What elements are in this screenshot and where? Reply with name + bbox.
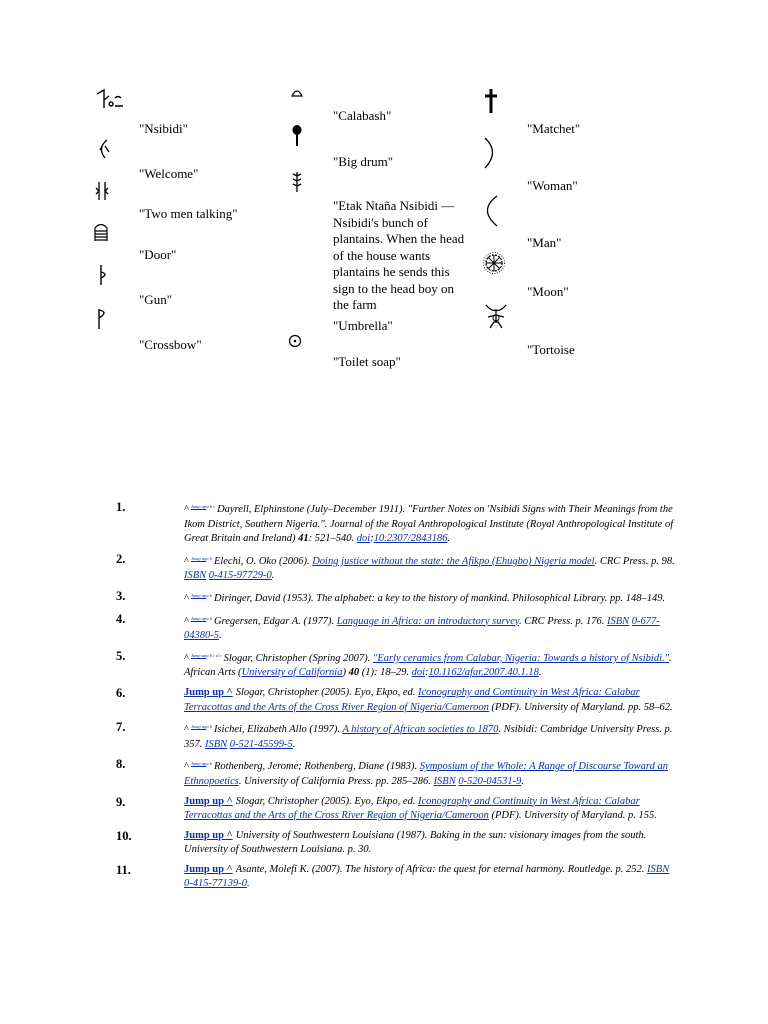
symbol-label-toilet-soap: "Toilet soap" <box>333 354 401 369</box>
calabash-glyph-icon <box>290 88 304 98</box>
backref-letters[interactable]: a b <box>206 555 212 561</box>
reference-number: 2. <box>116 551 126 566</box>
backref-letters[interactable]: a b <box>206 615 212 621</box>
isbn-label-link[interactable]: ISBN <box>647 863 670 875</box>
jump-up-link[interactable]: Jump up <box>190 761 207 767</box>
reference-text: ^ $^{Jump upa b c}$ Dayrell, Elphinstone (July–December 1911). "Further Notes on 'Nsibidi Signs with Their Meanings from the Ikom District, Southern Nigeria.". Journal of the Royal Anthropological Institute (Royal Anthropological Institute of Great Britain and Ireland) 41: 521–540. doi:10.2307/2843186. <box>184 504 674 545</box>
references-list <box>108 500 678 897</box>
jump-up-link[interactable]: Jump up <box>190 592 207 598</box>
gun-glyph-icon <box>98 264 110 286</box>
symbol-label-gun: "Gun" <box>139 292 173 307</box>
tortoise-glyph-icon <box>482 302 510 330</box>
symbol-label-welcome: "Welcome" <box>139 166 199 181</box>
book-link[interactable]: Iconography and Continuity in West Africa: Calabar Terracottas and the Arts of the Cross River Region of Nigeria/Cameroon <box>184 795 640 822</box>
jump-up-link[interactable]: Jump up ^ <box>184 829 233 841</box>
nsibidi-glyph-icon <box>95 88 125 110</box>
reference-text: ^ $^{Jump upa b}$ Gregersen, Edgar A. (1977). Language in Africa: an introductory survey. CRC Press. p. 176. ISBN 0-677-04380-5. <box>184 615 660 642</box>
jump-up-link[interactable]: Jump up ^ <box>184 795 233 807</box>
reference-text: ^ $^{Jump upa b}$ Rothenberg, Jerome; Rothenberg, Diane (1983). Symposium of the Whole: A Range of Discourse Toward an Ethnopoetics. University of California Press. pp. 285–286. ISBN 0-520-04531-9. <box>184 761 668 787</box>
reference-number: 3. <box>116 588 126 603</box>
isbn-label-link[interactable]: ISBN <box>205 738 228 750</box>
book-link[interactable]: Doing justice without the state: the Afikpo (Ehugbo) Nigeria model <box>312 555 595 567</box>
isbn-link[interactable]: 0-520-04531-9 <box>458 775 522 787</box>
isbn-link[interactable]: 0-415-77139-0 <box>184 878 247 890</box>
backref-letters[interactable]: a b c d e <box>206 652 222 658</box>
jump-up-link[interactable]: Jump up <box>190 652 207 658</box>
doi-link[interactable]: 10.1162/afar.2007.40.1.18 <box>428 667 539 679</box>
symbol-label-woman: "Woman" <box>527 178 578 193</box>
symbol-label-two-men-talking: "Two men talking" <box>139 206 238 221</box>
isbn-link[interactable]: 0-521-45599-5 <box>229 738 293 750</box>
reference-number: 1. <box>116 500 126 514</box>
reference-item <box>108 500 678 547</box>
reference-item <box>108 829 678 858</box>
reference-number: 5. <box>116 648 126 663</box>
symbol-label-umbrella: "Umbrella" <box>333 318 393 333</box>
jump-up-link[interactable]: Jump up <box>190 724 207 730</box>
jump-up-link[interactable]: Jump up <box>190 615 207 621</box>
reference-item <box>108 757 678 789</box>
symbol-label-plantains: "Etak Ntaña Nsibidi — Nsibidi's bunch of plantains. When the head of the house wants plantains he sends this sign to the head boy on the farm <box>333 198 465 312</box>
doi-label-link[interactable]: doi <box>411 667 426 679</box>
reference-item <box>108 649 678 681</box>
reference-number: 7. <box>116 720 126 735</box>
jump-up-link[interactable]: Jump up <box>190 504 207 509</box>
symbol-label-door: "Door" <box>139 247 177 262</box>
symbol-label-matchet: "Matchet" <box>527 121 581 136</box>
crossbow-glyph-icon <box>96 307 110 331</box>
reference-text: ^ $^{Jump upa b c d e}$ Slogar, Christopher (Spring 2007). "Early ceramics from Calabar, Nigeria: Towards a history of Nsibidi.". African Arts (University of California) 40 (1): 18–29. doi:10.1162/afar.2007.40.1.18. <box>184 652 672 679</box>
reference-text: Jump up ^ Asante, Molefi K. (2007). The history of Africa: the quest for eternal harmony. Routledge. p. 252. ISBN 0-415-77139-0. <box>184 863 670 890</box>
reference-item <box>108 589 678 607</box>
isbn-label-link[interactable]: ISBN <box>607 615 630 627</box>
doi-label-link[interactable]: doi <box>356 533 371 545</box>
jump-up-link[interactable]: Jump up ^ <box>184 686 233 698</box>
reference-number: 4. <box>116 611 126 626</box>
book-link[interactable]: Iconography and Continuity in West Africa: Calabar Terracottas and the Arts of the Cross River Region of Nigeria/Cameroon <box>184 686 640 713</box>
symbol-label-big-drum: "Big drum" <box>333 154 394 169</box>
symbol-label-tortoise: "Tortoise <box>527 342 575 357</box>
book-link[interactable]: Language in Africa: an introductory survey <box>336 615 519 627</box>
reference-number: 9. <box>116 794 126 809</box>
reference-item <box>108 552 678 584</box>
two-men-talking-glyph-icon <box>94 180 110 202</box>
reference-number: 11. <box>116 862 131 877</box>
welcome-glyph-icon <box>97 138 111 160</box>
isbn-link[interactable]: 0-415-97729-0 <box>208 570 272 582</box>
reference-text: ^ $^{Jump upa b}$ Elechi, O. Oko (2006). Doing justice without the state: the Afikpo (Ehugbo) Nigeria model. CRC Press. p. 98. ISBN 0-415-97729-0. <box>184 555 675 582</box>
man-glyph-icon <box>480 194 500 228</box>
door-glyph-icon <box>93 222 109 242</box>
reference-number: 8. <box>116 757 126 772</box>
reference-item <box>108 720 678 752</box>
symbol-label-crossbow: "Crossbow" <box>139 337 202 352</box>
matchet-glyph-icon <box>483 88 499 114</box>
plantains-glyph-icon <box>290 170 304 194</box>
reference-text: ^ $^{Jump upa b}$ Diringer, David (1953). The alphabet: a key to the history of mankind. Philosophical Library. pp. 148–149. <box>184 592 666 604</box>
reference-text: Jump up ^ University of Southwestern Louisiana (1987). Baking in the sun: visionary images from the south. University of Southwestern Louisiana. p. 30. <box>184 829 647 856</box>
reference-item <box>108 612 678 644</box>
reference-text: ^ $^{Jump upa b}$ Isichei, Elizabeth Allo (1997). A history of African societies to 1870. Nsibidi: Cambridge University Press. p. 357. ISBN 0-521-45599-5. <box>184 724 673 750</box>
umbrella-glyph-icon <box>288 334 302 348</box>
reference-item <box>108 686 678 715</box>
book-link[interactable]: Symposium of the Whole: A Range of Discourse Toward an Ethnopoetics <box>184 761 668 787</box>
reference-item <box>108 863 678 892</box>
reference-item <box>108 795 678 824</box>
isbn-label-link[interactable]: ISBN <box>433 775 456 787</box>
isbn-link[interactable]: 0-677-04380-5 <box>184 615 660 642</box>
reference-number: 6. <box>116 685 126 700</box>
backref-letters[interactable]: a b <box>206 761 212 767</box>
reference-text: Jump up ^ Slogar, Christopher (2005). Eyo, Ekpo, ed. Iconography and Continuity in West Africa: Calabar Terracottas and the Arts of the Cross River Region of Nigeria/Cameroon (PDF). University of Maryland. pp. 58–62. <box>184 686 673 713</box>
backref-letters[interactable]: a b c <box>206 504 216 509</box>
publisher-link[interactable]: University of California <box>241 667 343 679</box>
backref-letters[interactable]: a b <box>206 724 212 730</box>
isbn-label-link[interactable]: ISBN <box>184 570 207 582</box>
book-link[interactable]: A history of African societies to 1870 <box>342 724 499 736</box>
big-drum-glyph-icon <box>291 124 303 148</box>
article-link[interactable]: "Early ceramics from Calabar, Nigeria: Towards a history of Nsibidi." <box>372 652 670 664</box>
symbol-label-moon: "Moon" <box>527 284 569 299</box>
jump-up-link[interactable]: Jump up <box>190 555 207 561</box>
symbol-label-calabash: "Calabash" <box>333 108 392 123</box>
woman-glyph-icon <box>482 136 498 170</box>
reference-number: 10. <box>116 828 132 843</box>
doi-link[interactable]: 10.2307/2843186 <box>373 533 448 545</box>
reference-text: Jump up ^ Slogar, Christopher (2005). Eyo, Ekpo, ed. Iconography and Continuity in West Africa: Calabar Terracottas and the Arts of the Cross River Region of Nigeria/Cameroon (PDF). University of Maryland. p. 155. <box>184 795 657 822</box>
moon-glyph-icon <box>482 251 506 275</box>
symbol-label-nsibidi: "Nsibidi" <box>139 121 188 136</box>
symbol-label-man: "Man" <box>527 235 562 250</box>
jump-up-link[interactable]: Jump up ^ <box>184 863 233 875</box>
backref-letters[interactable]: a b <box>206 592 212 598</box>
